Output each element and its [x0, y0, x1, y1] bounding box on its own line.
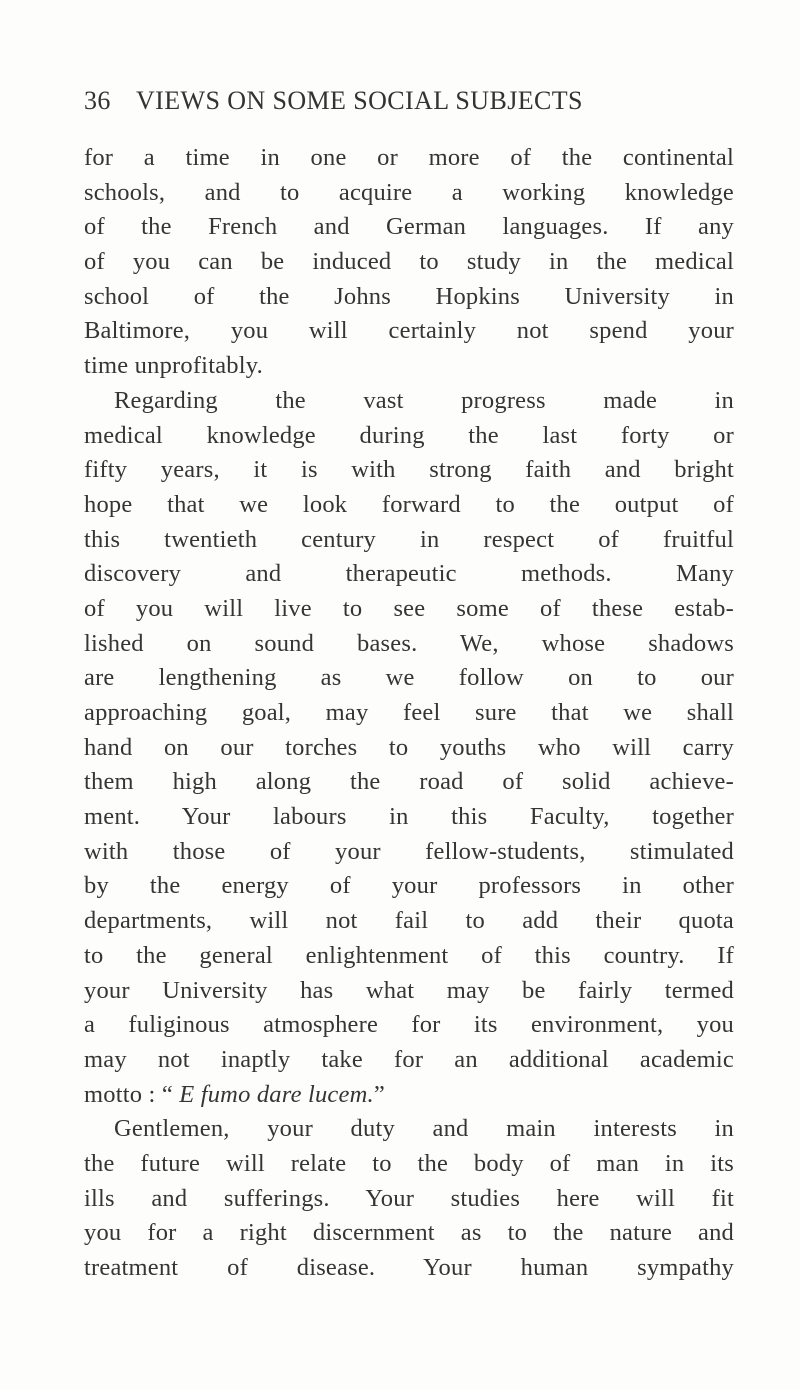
body-text: [84, 141, 734, 1286]
text-line: your University has what may be fairly termed: [84, 976, 734, 1004]
text-line: are lengthening as we follow on to our: [84, 664, 734, 692]
text-line: ills and sufferings. Your studies here will fit: [84, 1184, 734, 1212]
text-line: lished on sound bases. We, whose shadows: [84, 629, 734, 657]
page-number: 36: [84, 86, 111, 115]
text-line: schools, and to acquire a working knowledge: [84, 178, 734, 206]
text-line: the future will relate to the body of man in its: [84, 1149, 734, 1177]
text-line: Baltimore, you will certainly not spend your: [84, 317, 734, 345]
running-title: VIEWS ON SOME SOCIAL SUBJECTS: [136, 86, 583, 115]
text-line: of you will live to see some of these estab-: [84, 594, 734, 622]
text-line: fifty years, it is with strong faith and bright: [84, 456, 734, 484]
text-line: may not inaptly take for an additional academic: [84, 1045, 734, 1073]
text-line: hand on our torches to youths who will carry: [84, 733, 734, 761]
text-line: hope that we look forward to the output of: [84, 490, 734, 518]
text-line: a fuliginous atmosphere for its environment, you: [84, 1011, 734, 1039]
paragraph-start-line: Gentlemen, your duty and main interests in: [114, 1115, 734, 1143]
motto-line: [84, 1078, 734, 1113]
latin-motto: E fumo dare lucem.: [179, 1080, 374, 1108]
text-line: ment. Your labours in this Faculty, together: [84, 803, 734, 831]
running-head: [84, 86, 734, 126]
text-line: of you can be induced to study in the medical: [84, 248, 734, 276]
paragraph-start-line: Regarding the vast progress made in: [114, 386, 734, 414]
text-line: approaching goal, may feel sure that we shall: [84, 699, 734, 726]
text-line: time unprofitably.: [84, 352, 263, 380]
text-line: to the general enlightenment of this country. If: [84, 941, 734, 969]
motto-prefix: motto : “: [84, 1080, 180, 1108]
text-line: treatment of disease. Your human sympathy: [84, 1254, 734, 1281]
text-line: this twentieth century in respect of fruitful: [84, 525, 734, 553]
motto-suffix: ”: [373, 1080, 385, 1108]
text-line: with those of your fellow-students, stimulated: [84, 837, 734, 865]
text-line: medical knowledge during the last forty or: [84, 421, 734, 449]
text-line: school of the Johns Hopkins University in: [84, 282, 734, 310]
text-line: you for a right discernment as to the nature and: [84, 1219, 734, 1247]
text-line: departments, will not fail to add their quota: [84, 907, 734, 935]
text-line: for a time in one or more of the continental: [84, 144, 734, 171]
text-line: by the energy of your professors in other: [84, 872, 734, 900]
text-line: them high along the road of solid achieve-: [84, 768, 734, 796]
text-line: discovery and therapeutic methods. Many: [84, 560, 734, 588]
text-line: of the French and German languages. If any: [84, 213, 734, 241]
